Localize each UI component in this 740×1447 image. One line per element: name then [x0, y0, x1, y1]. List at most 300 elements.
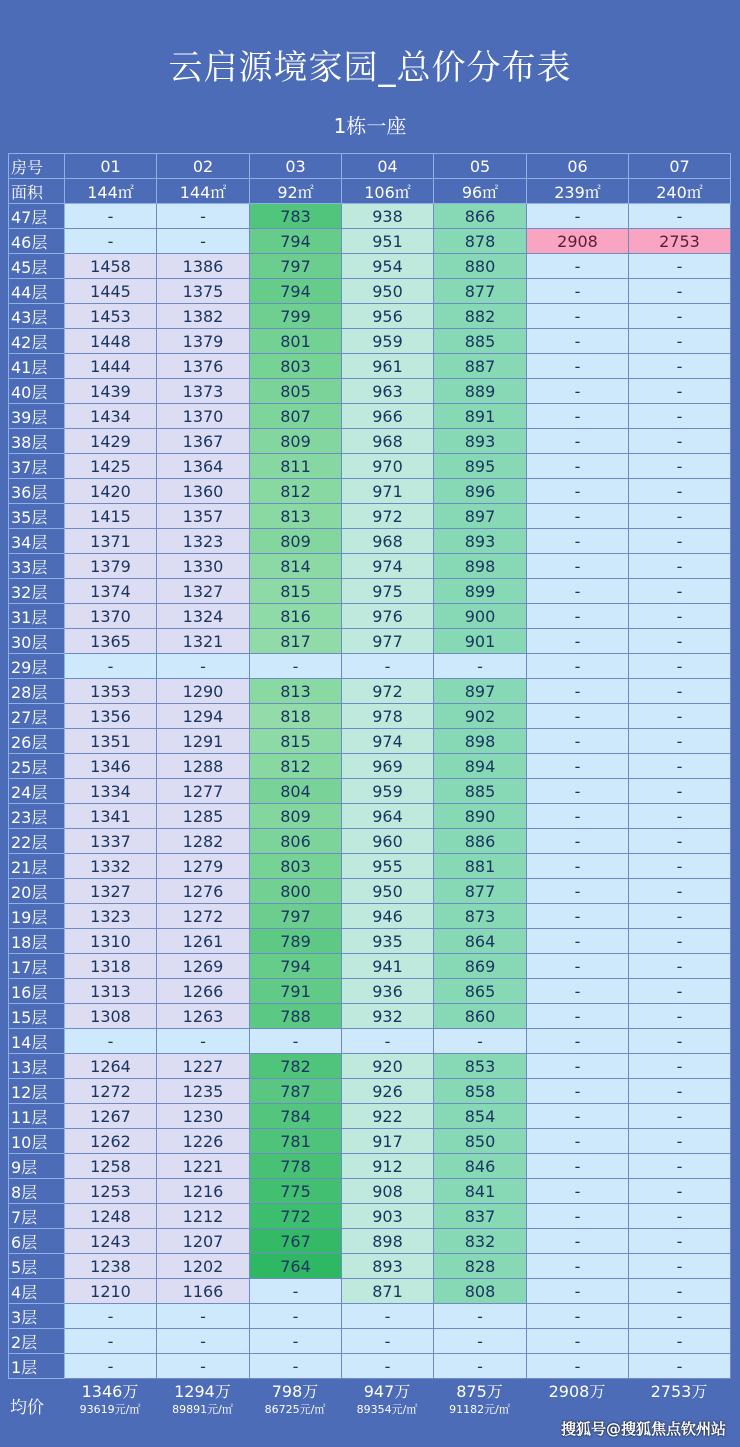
price-cell: -: [527, 204, 629, 229]
price-cell: -: [65, 1029, 157, 1054]
price-cell: 805: [250, 379, 342, 404]
price-cell: -: [527, 804, 629, 829]
floor-label: 10层: [9, 1129, 65, 1154]
price-cell: 797: [250, 904, 342, 929]
average-total: 947万: [363, 1382, 411, 1401]
room-number: 05: [434, 154, 527, 179]
price-cell: 1216: [157, 1179, 250, 1204]
price-cell: 846: [434, 1154, 527, 1179]
price-cell: 897: [434, 504, 527, 529]
floor-label: 45层: [9, 254, 65, 279]
price-cell: -: [629, 404, 731, 429]
price-cell: -: [527, 1279, 629, 1304]
floor-row: [9, 1254, 731, 1279]
price-cell: -: [629, 379, 731, 404]
price-cell: -: [629, 1304, 731, 1329]
price-cell: -: [527, 304, 629, 329]
price-cell: 787: [250, 1079, 342, 1104]
price-cell: -: [342, 1029, 434, 1054]
average-label: 均价: [10, 1398, 44, 1418]
floor-row: [9, 454, 731, 479]
price-cell: -: [629, 1329, 731, 1354]
price-cell: -: [629, 804, 731, 829]
price-cell: 889: [434, 379, 527, 404]
floor-row: [9, 604, 731, 629]
price-cell: -: [527, 254, 629, 279]
floor-label: 42层: [9, 329, 65, 354]
price-cell: -: [527, 1254, 629, 1279]
price-cell: 1332: [65, 854, 157, 879]
price-cell: -: [527, 629, 629, 654]
floor-row: [9, 754, 731, 779]
price-cell: -: [629, 954, 731, 979]
price-cell: 1267: [65, 1104, 157, 1129]
average-total: 2908万: [548, 1382, 606, 1401]
price-cell: 902: [434, 704, 527, 729]
floor-row: [9, 629, 731, 654]
price-cell: 841: [434, 1179, 527, 1204]
price-cell: 898: [342, 1229, 434, 1254]
price-cell: -: [527, 579, 629, 604]
price-cell: -: [527, 404, 629, 429]
price-cell: -: [629, 1079, 731, 1104]
floor-row: [9, 904, 731, 929]
floor-row: [9, 1179, 731, 1204]
price-cell: 794: [250, 954, 342, 979]
price-cell: -: [250, 1304, 342, 1329]
price-cell: -: [250, 1329, 342, 1354]
price-cell: 1382: [157, 304, 250, 329]
price-cell: 1374: [65, 579, 157, 604]
price-cell: 815: [250, 729, 342, 754]
price-cell: -: [434, 1304, 527, 1329]
price-cell: 974: [342, 554, 434, 579]
price-cell: 1370: [157, 404, 250, 429]
floor-label: 4层: [9, 1279, 65, 1304]
floor-row: [9, 504, 731, 529]
price-cell: -: [527, 1229, 629, 1254]
floor-row: [9, 204, 731, 229]
floor-row: [9, 529, 731, 554]
price-cell: -: [629, 754, 731, 779]
price-cell: 1261: [157, 929, 250, 954]
floor-label: 36层: [9, 479, 65, 504]
floor-row: [9, 354, 731, 379]
price-cell: 1379: [157, 329, 250, 354]
price-cell: -: [629, 329, 731, 354]
price-cell: 881: [434, 854, 527, 879]
price-cell: -: [629, 279, 731, 304]
floor-row: [9, 1029, 731, 1054]
floor-label: 40层: [9, 379, 65, 404]
floor-label: 28层: [9, 679, 65, 704]
floor-row: [9, 329, 731, 354]
price-cell: 935: [342, 929, 434, 954]
floor-label: 43层: [9, 304, 65, 329]
price-cell: -: [527, 1079, 629, 1104]
price-cell: 788: [250, 1004, 342, 1029]
average-unit-price: 86725元/㎡: [264, 1403, 326, 1416]
floor-row: [9, 379, 731, 404]
price-cell: 781: [250, 1129, 342, 1154]
price-cell: -: [527, 279, 629, 304]
price-cell: -: [629, 1179, 731, 1204]
price-cell: -: [629, 629, 731, 654]
price-cell: 873: [434, 904, 527, 929]
floor-label: 27层: [9, 704, 65, 729]
price-cell: 970: [342, 454, 434, 479]
price-cell: -: [629, 1354, 731, 1379]
price-cell: 817: [250, 629, 342, 654]
price-cell: 1415: [65, 504, 157, 529]
price-cell: -: [434, 1029, 527, 1054]
floor-label: 33层: [9, 554, 65, 579]
room-area: 106㎡: [342, 179, 434, 204]
price-cell: 896: [434, 479, 527, 504]
floor-row: [9, 1304, 731, 1329]
price-cell: 1272: [157, 904, 250, 929]
floor-label: 24层: [9, 779, 65, 804]
price-cell: 828: [434, 1254, 527, 1279]
price-cell: 1221: [157, 1154, 250, 1179]
price-cell: 898: [434, 729, 527, 754]
price-cell: -: [527, 879, 629, 904]
price-cell: 968: [342, 529, 434, 554]
room-number: 02: [157, 154, 250, 179]
floor-label: 21层: [9, 854, 65, 879]
price-cell: -: [527, 1029, 629, 1054]
price-cell: -: [629, 304, 731, 329]
price-cell: -: [629, 929, 731, 954]
price-cell: -: [629, 1279, 731, 1304]
price-cell: 813: [250, 504, 342, 529]
floor-label: 41层: [9, 354, 65, 379]
price-cell: 1318: [65, 954, 157, 979]
price-cell: -: [629, 604, 731, 629]
price-cell: -: [527, 1154, 629, 1179]
price-cell: -: [157, 1329, 250, 1354]
price-cell: 1330: [157, 554, 250, 579]
price-cell: -: [342, 1304, 434, 1329]
price-table: [8, 153, 731, 1379]
floor-label: 46层: [9, 229, 65, 254]
price-cell: 775: [250, 1179, 342, 1204]
price-cell: 858: [434, 1079, 527, 1104]
price-cell: 971: [342, 479, 434, 504]
price-cell: 1238: [65, 1254, 157, 1279]
price-cell: 1227: [157, 1054, 250, 1079]
price-cell: -: [629, 1054, 731, 1079]
price-cell: -: [629, 904, 731, 929]
floor-label: 26层: [9, 729, 65, 754]
price-cell: -: [527, 1104, 629, 1129]
price-cell: 1207: [157, 1229, 250, 1254]
floor-label: 29层: [9, 654, 65, 679]
floor-label: 30层: [9, 629, 65, 654]
average-unit-price: 89891元/㎡: [172, 1403, 233, 1416]
floor-row: [9, 1079, 731, 1104]
area-label: 面积: [9, 179, 65, 204]
price-cell: 1262: [65, 1129, 157, 1154]
price-cell: -: [527, 479, 629, 504]
average-unit-price: 91182元/㎡: [449, 1403, 510, 1416]
room-area: 96㎡: [434, 179, 527, 204]
price-cell: -: [629, 779, 731, 804]
floor-row: [9, 654, 731, 679]
floor-row: [9, 829, 731, 854]
price-cell: 1357: [157, 504, 250, 529]
price-cell: -: [157, 229, 250, 254]
building-subtitle: 1栋一座: [333, 114, 407, 138]
floor-row: [9, 479, 731, 504]
price-cell: 866: [434, 204, 527, 229]
price-cell: 903: [342, 1204, 434, 1229]
price-cell: 1337: [65, 829, 157, 854]
price-cell: 893: [342, 1254, 434, 1279]
price-cell: 920: [342, 1054, 434, 1079]
price-cell: 1458: [65, 254, 157, 279]
price-cell: -: [629, 554, 731, 579]
floor-label: 35层: [9, 504, 65, 529]
floor-label: 8层: [9, 1179, 65, 1204]
price-cell: -: [629, 979, 731, 1004]
floor-row: [9, 254, 731, 279]
price-cell: 1351: [65, 729, 157, 754]
price-cell: -: [157, 1354, 250, 1379]
floor-label: 12层: [9, 1079, 65, 1104]
price-cell: 764: [250, 1254, 342, 1279]
price-cell: 899: [434, 579, 527, 604]
floor-label: 20层: [9, 879, 65, 904]
price-cell: 877: [434, 879, 527, 904]
floor-label: 2层: [9, 1329, 65, 1354]
price-cell: 1226: [157, 1129, 250, 1154]
price-cell: 1269: [157, 954, 250, 979]
price-cell: -: [629, 654, 731, 679]
price-cell: 890: [434, 804, 527, 829]
price-cell: 950: [342, 879, 434, 904]
price-cell: 806: [250, 829, 342, 854]
price-cell: -: [629, 1204, 731, 1229]
price-cell: 811: [250, 454, 342, 479]
floor-label: 3层: [9, 1304, 65, 1329]
price-cell: -: [527, 1179, 629, 1204]
price-cell: 963: [342, 379, 434, 404]
price-cell: 801: [250, 329, 342, 354]
price-cell: -: [527, 829, 629, 854]
price-cell: 960: [342, 829, 434, 854]
price-cell: 912: [342, 1154, 434, 1179]
room-number: 07: [629, 154, 731, 179]
floor-row: [9, 1329, 731, 1354]
floor-row: [9, 804, 731, 829]
floor-row: [9, 1129, 731, 1154]
price-cell: -: [65, 654, 157, 679]
price-cell: 1444: [65, 354, 157, 379]
floor-label: 19层: [9, 904, 65, 929]
floor-label: 15层: [9, 1004, 65, 1029]
price-cell: 778: [250, 1154, 342, 1179]
price-cell: 885: [434, 779, 527, 804]
price-cell: 1210: [65, 1279, 157, 1304]
price-cell: 1323: [65, 904, 157, 929]
room-number: 03: [250, 154, 342, 179]
price-cell: 972: [342, 504, 434, 529]
price-cell: 818: [250, 704, 342, 729]
floor-label: 32层: [9, 579, 65, 604]
price-cell: 784: [250, 1104, 342, 1129]
price-cell: 850: [434, 1129, 527, 1154]
price-cell: -: [527, 779, 629, 804]
price-cell: 1360: [157, 479, 250, 504]
floor-row: [9, 779, 731, 804]
floor-row: [9, 554, 731, 579]
price-cell: 938: [342, 204, 434, 229]
price-cell: 922: [342, 1104, 434, 1129]
price-cell: 869: [434, 954, 527, 979]
price-cell: 1365: [65, 629, 157, 654]
floor-row: [9, 879, 731, 904]
floor-row: [9, 1004, 731, 1029]
price-cell: -: [527, 754, 629, 779]
price-cell: -: [629, 204, 731, 229]
price-cell: -: [342, 654, 434, 679]
price-cell: -: [527, 1204, 629, 1229]
floor-label: 13层: [9, 1054, 65, 1079]
price-cell: -: [629, 1104, 731, 1129]
price-cell: 1429: [65, 429, 157, 454]
floor-label: 16层: [9, 979, 65, 1004]
price-cell: -: [527, 454, 629, 479]
room-number: 04: [342, 154, 434, 179]
price-cell: -: [527, 1354, 629, 1379]
floor-label: 31层: [9, 604, 65, 629]
floor-label: 38层: [9, 429, 65, 454]
price-cell: 968: [342, 429, 434, 454]
price-cell: -: [434, 1329, 527, 1354]
price-cell: 1324: [157, 604, 250, 629]
price-cell: 813: [250, 679, 342, 704]
price-cell: 803: [250, 854, 342, 879]
price-cell: 789: [250, 929, 342, 954]
price-cell: 877: [434, 279, 527, 304]
price-cell: 2753: [629, 229, 731, 254]
price-cell: -: [434, 1354, 527, 1379]
room-area: 144㎡: [157, 179, 250, 204]
floor-row: [9, 1054, 731, 1079]
price-cell: 797: [250, 254, 342, 279]
floor-row: [9, 579, 731, 604]
price-cell: -: [527, 529, 629, 554]
floor-row: [9, 679, 731, 704]
average-unit-price: 89354元/㎡: [356, 1403, 418, 1416]
room-area: 144㎡: [65, 179, 157, 204]
watermark: 搜狐号@搜狐焦点钦州站: [560, 1420, 726, 1438]
price-cell: -: [157, 1029, 250, 1054]
price-cell: 1264: [65, 1054, 157, 1079]
price-cell: -: [629, 729, 731, 754]
price-cell: 887: [434, 354, 527, 379]
price-cell: -: [629, 579, 731, 604]
room-number: 06: [527, 154, 629, 179]
average-total: 875万: [456, 1382, 503, 1401]
price-cell: 783: [250, 204, 342, 229]
floor-label: 37层: [9, 454, 65, 479]
price-cell: 1282: [157, 829, 250, 854]
room-number: 01: [65, 154, 157, 179]
price-cell: 1235: [157, 1079, 250, 1104]
price-cell: 812: [250, 754, 342, 779]
floor-row: [9, 1154, 731, 1179]
price-cell: -: [629, 704, 731, 729]
price-cell: 894: [434, 754, 527, 779]
price-cell: 886: [434, 829, 527, 854]
price-cell: 803: [250, 354, 342, 379]
price-cell: -: [65, 229, 157, 254]
price-cell: -: [527, 1304, 629, 1329]
price-cell: 1263: [157, 1004, 250, 1029]
price-cell: -: [629, 879, 731, 904]
price-cell: 1453: [65, 304, 157, 329]
price-cell: 969: [342, 754, 434, 779]
average-total: 798万: [271, 1382, 319, 1401]
price-cell: -: [527, 429, 629, 454]
price-cell: 955: [342, 854, 434, 879]
floor-row: [9, 929, 731, 954]
price-cell: -: [342, 1329, 434, 1354]
floor-row: [9, 1229, 731, 1254]
price-cell: -: [527, 854, 629, 879]
price-cell: 1341: [65, 804, 157, 829]
average-total: 1294万: [174, 1382, 231, 1401]
price-cell: -: [157, 204, 250, 229]
price-cell: 1294: [157, 704, 250, 729]
price-cell: 1230: [157, 1104, 250, 1129]
room-number-label: 房号: [9, 154, 65, 179]
price-cell: -: [629, 354, 731, 379]
price-cell: 975: [342, 579, 434, 604]
price-cell: 961: [342, 354, 434, 379]
price-cell: 1364: [157, 454, 250, 479]
price-cell: 1439: [65, 379, 157, 404]
price-cell: 1272: [65, 1079, 157, 1104]
price-cell: -: [157, 654, 250, 679]
price-cell: 1321: [157, 629, 250, 654]
price-cell: 900: [434, 604, 527, 629]
floor-row: [9, 729, 731, 754]
price-cell: -: [527, 1004, 629, 1029]
price-cell: -: [629, 854, 731, 879]
price-cell: 1334: [65, 779, 157, 804]
price-cell: 800: [250, 879, 342, 904]
price-cell: -: [157, 1304, 250, 1329]
floor-label: 11层: [9, 1104, 65, 1129]
floor-label: 39层: [9, 404, 65, 429]
price-cell: 1313: [65, 979, 157, 1004]
price-cell: 936: [342, 979, 434, 1004]
price-cell: -: [527, 729, 629, 754]
price-cell: 1425: [65, 454, 157, 479]
price-cell: -: [250, 1354, 342, 1379]
price-cell: 878: [434, 229, 527, 254]
floor-row: [9, 979, 731, 1004]
price-cell: 816: [250, 604, 342, 629]
floor-label: 14层: [9, 1029, 65, 1054]
price-cell: 794: [250, 279, 342, 304]
price-cell: -: [527, 329, 629, 354]
floor-label: 5层: [9, 1254, 65, 1279]
price-cell: 809: [250, 429, 342, 454]
